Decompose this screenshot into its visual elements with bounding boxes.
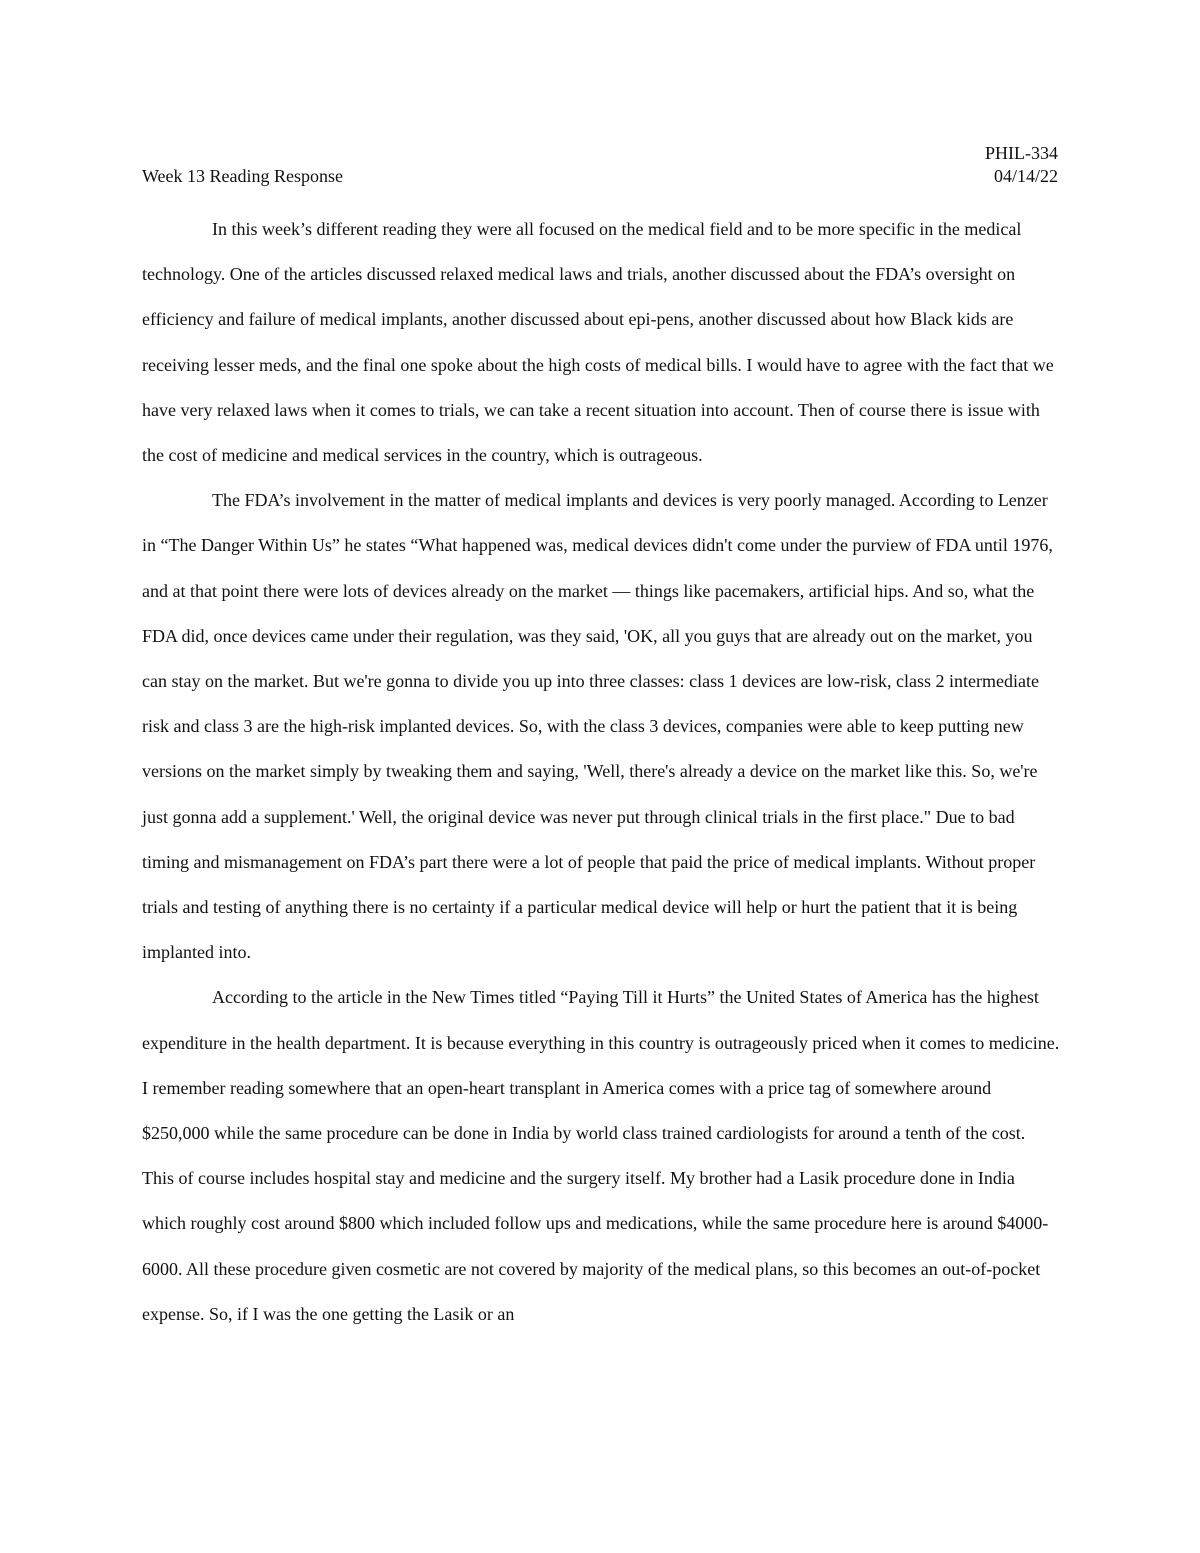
- header-row: [142, 165, 1058, 189]
- paragraph-2: The FDA’s involvement in the matter of medical implants and devices is very poorly managed. According to Lenzer in “The Danger Within Us” he states “What happened was, medical devices didn't come under the purview of FDA until 1976, and at that point there were lots of devices already on the market — things like pacemakers, artificial hips. And so, what the FDA did, once devices came under their regulation, was they said, 'OK, all you guys that are already out on the market, you can stay on the market. But we're gonna to divide you up into three classes: class 1 devices are low-risk, class 2 intermediate risk and class 3 are the high-risk implanted devices. So, with the class 3 devices, companies were able to keep putting new versions on the market simply by tweaking them and saying, 'Well, there's already a device on the market like this. So, we're just gonna add a supplement.' Well, the original device was never put through clinical trials in the first place." Due to bad timing and mismanagement on FDA’s part there were a lot of people that paid the price of medical implants. Without proper trials and testing of anything there is no certainty if a particular medical device will help or hurt the patient that it is being implanted into.: [142, 490, 1053, 963]
- document-body: [142, 207, 1060, 1337]
- paragraph-3: According to the article in the New Times titled “Paying Till it Hurts” the United States of America has the highest expenditure in the health department. It is because everything in this country is outrageously priced when it comes to medicine. I remember reading somewhere that an open-heart transplant in America comes with a price tag of somewhere around $250,000 while the same procedure can be done in India by world class trained cardiologists for around a tenth of the cost. This of course includes hospital stay and medicine and the surgery itself. My brother had a Lasik procedure done in India which roughly cost around $800 which included follow ups and medications, while the same procedure here is around $4000-6000. All these procedure given cosmetic are not covered by majority of the medical plans, so this becomes an out-of-pocket expense. So, if I was the one getting the Lasik or an: [142, 987, 1060, 1324]
- document-title: Week 13 Reading Response: [142, 166, 344, 186]
- document-date: 04/14/22: [993, 166, 1058, 186]
- paragraph-1: In this week’s different reading they were all focused on the medical field and to be more specific in the medical technology. One of the articles discussed relaxed medical laws and trials, another discussed about the FDA’s oversight on efficiency and failure of medical implants, another discussed about epi-pens, another discussed about how Black kids are receiving lesser meds, and the final one spoke about the high costs of medical bills. I would have to agree with the fact that we have very relaxed laws when it comes to trials, we can take a recent situation into account. Then of course there is issue with the cost of medicine and medical services in the country, which is outrageous.: [142, 219, 1054, 466]
- course-code: PHIL-334: [985, 143, 1058, 163]
